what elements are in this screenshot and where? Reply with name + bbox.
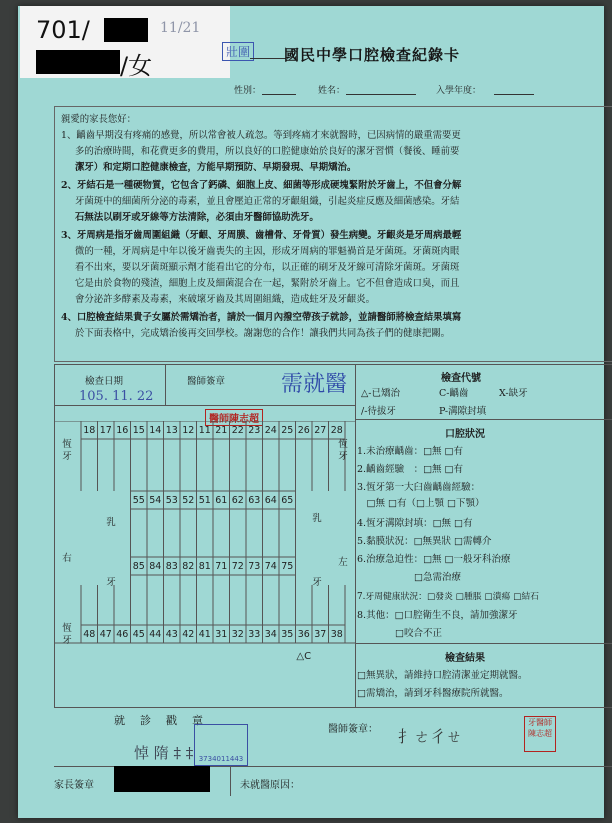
- exam-card: [18, 6, 604, 818]
- card-title: 國民中學口腔檢查紀錄卡: [284, 46, 461, 64]
- status-item: 8.其他：□口腔衛生不良，請加強潔牙: [357, 610, 518, 621]
- tooth-number: 83: [165, 561, 178, 572]
- notice-line: 多的治療時間，和花費更多的費用，所以良好的口腔健康始於良好的潔牙習慣（餐後、睡前要: [75, 146, 460, 157]
- tooth-number: 27: [314, 425, 327, 436]
- code-item: △-已矯治: [361, 388, 401, 399]
- field-underline: [262, 94, 296, 95]
- notice-line: 牙菌斑中的細菌所分泌的毒素，並且會壓迫正常的牙齦組織，引起炎症反應及細菌感染。牙結: [75, 196, 460, 207]
- status-title: 口腔狀況: [445, 429, 485, 440]
- code-item: P-溝隙封填: [439, 406, 487, 417]
- date-label: 檢查日期: [85, 376, 124, 387]
- code-item: C-齲齒: [439, 388, 469, 399]
- tooth-number: 31: [215, 629, 228, 640]
- redaction: [36, 50, 120, 74]
- tooth-number: 38: [330, 629, 343, 640]
- redaction: [104, 18, 148, 42]
- code-item: /-待拔牙: [361, 406, 396, 417]
- notice-line: 微的一種，牙周病是中年以後牙齒喪失的主因，形成牙周病的罪魁禍首是牙菌斑。牙菌斑肉眼: [75, 246, 460, 257]
- tooth-number: 61: [215, 495, 228, 506]
- tooth-number: 34: [264, 629, 277, 640]
- side-label-left: 左: [338, 557, 348, 568]
- tooth-number: 72: [231, 561, 244, 572]
- tooth-number: 13: [165, 425, 178, 436]
- tooth-number: 51: [198, 495, 211, 506]
- exam-grid: [54, 364, 612, 708]
- handwritten-date: 11/21: [160, 20, 201, 36]
- tooth-number: 82: [182, 561, 195, 572]
- notice-line: 於下面表格中，完成矯治後再交回學校。謝謝您的合作！讓我們共同為孩子們的健康把關。: [75, 328, 451, 339]
- clinic-signature: 悼 隋 ‡ ‡: [134, 744, 194, 762]
- tooth-number: 53: [165, 495, 178, 506]
- perm-label: 牙: [62, 635, 72, 646]
- tooth-number: 42: [182, 629, 195, 640]
- field-underline: [346, 94, 416, 95]
- doctor-seal: 牙醫師 陳志超: [524, 716, 556, 752]
- tooth-number: 36: [297, 629, 310, 640]
- status-item: □無 □有（□上顎 □下顎）: [357, 498, 485, 509]
- status-item: 2.齲齒經驗 ：□無 □有: [357, 464, 464, 475]
- tooth-number: 26: [297, 425, 310, 436]
- tooth-number: 46: [116, 629, 129, 640]
- tooth-number: 28: [330, 425, 343, 436]
- tooth-number: 47: [99, 629, 112, 640]
- prim-label: 牙: [312, 577, 322, 588]
- codes-title: 檢查代號: [441, 373, 481, 384]
- clinic-stamp-code: 3734011443: [198, 755, 244, 763]
- tooth-number: 41: [198, 629, 211, 640]
- status-item: 1.未治療齲齒：□無 □有: [357, 446, 464, 457]
- tooth-number: 48: [83, 629, 96, 640]
- tooth-number: 84: [149, 561, 162, 572]
- status-item: 5.黏膜狀況：□無異狀 □需轉介: [357, 536, 492, 547]
- student-tag: [20, 6, 230, 78]
- side-label-right: 右: [62, 553, 72, 564]
- notice-line: 會分泌許多酵素及毒素，來破壞牙齒及其周圍組織，造成蛀牙及牙齦炎。: [75, 294, 376, 305]
- field-name: 姓名：: [318, 86, 346, 96]
- tooth-number: 35: [281, 629, 294, 640]
- result-line: □需矯治，請到牙科醫療院所就醫。: [357, 688, 509, 699]
- notice-line: 潔牙）和定期口腔健康檢查，方能早期預防、早期發現、早期矯治。: [75, 162, 357, 173]
- doctor-sign-label: 醫師簽章: [187, 376, 226, 387]
- need-care-stamp: 需就醫: [281, 372, 348, 397]
- notice-line: 4、口腔檢查結果貴子女屬於需矯治者，請於一個月內撥空帶孩子就診，並請醫師將檢查結果填寫: [61, 312, 462, 323]
- perm-label: 牙: [62, 451, 72, 462]
- tooth-number: 63: [248, 495, 261, 506]
- lower-mark: △C: [296, 651, 312, 662]
- tooth-number: 73: [248, 561, 261, 572]
- tooth-number: 15: [132, 425, 145, 436]
- tooth-number: 23: [248, 425, 261, 436]
- tooth-number: 33: [248, 629, 261, 640]
- notice-line: 3、牙周病是指牙齒周圍組織（牙齦、牙周膜、齒槽骨、牙骨質）發生病變。牙齦炎是牙周病最輕: [61, 230, 462, 241]
- notice-greeting: 親愛的家長您好：: [61, 114, 137, 125]
- perm-label: 牙: [338, 451, 348, 462]
- result-line: □無異狀，請維持口腔清潔並定期就醫。: [357, 670, 528, 681]
- tooth-number: 22: [231, 425, 244, 436]
- clinic-stamp: [194, 724, 248, 766]
- notice-line: 2、牙結石是一種硬物質，它包含了鈣磷、細胞上皮、細菌等形成硬塊緊附於牙齒上，不但會分解: [61, 180, 462, 191]
- notice-line: 石無法以刷牙或牙線等方法清除，必須由牙醫師協助洗牙。: [75, 212, 319, 223]
- grid-line: [230, 766, 231, 796]
- status-item: 4.恆牙溝隙封填：□無 □有: [357, 518, 473, 529]
- prim-label: 牙: [106, 577, 116, 588]
- tooth-number: 18: [83, 425, 96, 436]
- grid-line: [165, 365, 166, 405]
- grid-line: [355, 643, 612, 644]
- grid-line: [355, 419, 612, 420]
- tooth-number: 43: [165, 629, 178, 640]
- grid-line: [355, 365, 356, 707]
- tooth-number: 74: [264, 561, 277, 572]
- grid-line: [55, 405, 355, 406]
- tooth-number: 12: [182, 425, 195, 436]
- tooth-number: 11: [198, 425, 211, 436]
- tooth-number: 64: [264, 495, 277, 506]
- code-item: X-缺牙: [499, 388, 528, 399]
- doctor-signature: 扌ㄜ彳ㄝ: [398, 727, 463, 746]
- parent-notice: [54, 106, 612, 362]
- tooth-number: 21: [215, 425, 228, 436]
- notice-line: 它是由於食物的殘渣，細胞上皮及細菌混合在一起，緊附於牙齒上。它不但會造成口臭，而且: [75, 278, 460, 289]
- tooth-number: 45: [132, 629, 145, 640]
- tooth-number: 54: [149, 495, 162, 506]
- notice-line: 看不出來，要以牙菌斑顯示劑才能看出它的分布，以正確的刷牙及牙線可清除牙菌斑。牙菌斑: [75, 262, 460, 273]
- tooth-number: 25: [281, 425, 294, 436]
- tooth-number: 75: [281, 561, 294, 572]
- tooth-number: 16: [116, 425, 129, 436]
- prim-label: 乳: [106, 517, 116, 528]
- prim-label: 乳: [312, 513, 322, 524]
- status-item: □急需治療: [357, 572, 461, 583]
- status-item: 6.治療急迫性：□無 □一般牙科治療: [357, 554, 511, 565]
- notice-line: 1、齲齒早期沒有疼痛的感覺，所以常會被人疏忽。等到疼痛才來就醫時，已因病情的嚴重需要更: [61, 130, 461, 141]
- doctor-sign: 醫師簽章：: [328, 724, 378, 735]
- tooth-number: 71: [215, 561, 228, 572]
- exam-date-value: 105. 11. 22: [79, 389, 154, 404]
- status-item: □咬合不正: [357, 628, 442, 639]
- class-number: 701/: [36, 16, 90, 44]
- tooth-number: 17: [99, 425, 112, 436]
- status-item: 3.恆牙第一大臼齒齲齒經驗：: [357, 482, 481, 493]
- underline: [250, 58, 286, 59]
- tooth-number: 55: [132, 495, 145, 506]
- tooth-number: 65: [281, 495, 294, 506]
- visit-stamp-label: 就 診 戳 章: [114, 714, 205, 727]
- tooth-number: 37: [314, 629, 327, 640]
- tooth-number: 62: [231, 495, 244, 506]
- status-item: 7.牙周健康狀況：□發炎 □腫脹 □潰瘍 □結石: [357, 592, 539, 602]
- tooth-number: 85: [132, 561, 145, 572]
- field-year: 入學年度：: [436, 86, 482, 96]
- tooth-number: 14: [149, 425, 162, 436]
- tooth-number: 24: [264, 425, 277, 436]
- field-gender: 性別：: [234, 86, 262, 96]
- perm-label: 恆: [62, 439, 72, 450]
- reason-label: 未就醫原因：: [240, 780, 300, 791]
- tooth-number: 81: [198, 561, 211, 572]
- results-title: 檢查結果: [445, 653, 485, 664]
- parent-sign-label: 家長簽章: [54, 780, 94, 791]
- field-underline: [494, 94, 534, 95]
- tooth-number: 52: [182, 495, 195, 506]
- school-stamp: 壯圍: [222, 42, 254, 61]
- perm-label: 恆: [62, 623, 72, 634]
- tooth-number: 44: [149, 629, 162, 640]
- tooth-number: 32: [231, 629, 244, 640]
- dental-chart: [55, 421, 355, 705]
- redaction: [114, 766, 210, 792]
- doctor-name-stamp: 醫師陳志超: [205, 409, 263, 426]
- gender-mark: /女: [120, 52, 153, 80]
- perm-label: 恆: [338, 439, 348, 450]
- bottom-section: [54, 706, 612, 816]
